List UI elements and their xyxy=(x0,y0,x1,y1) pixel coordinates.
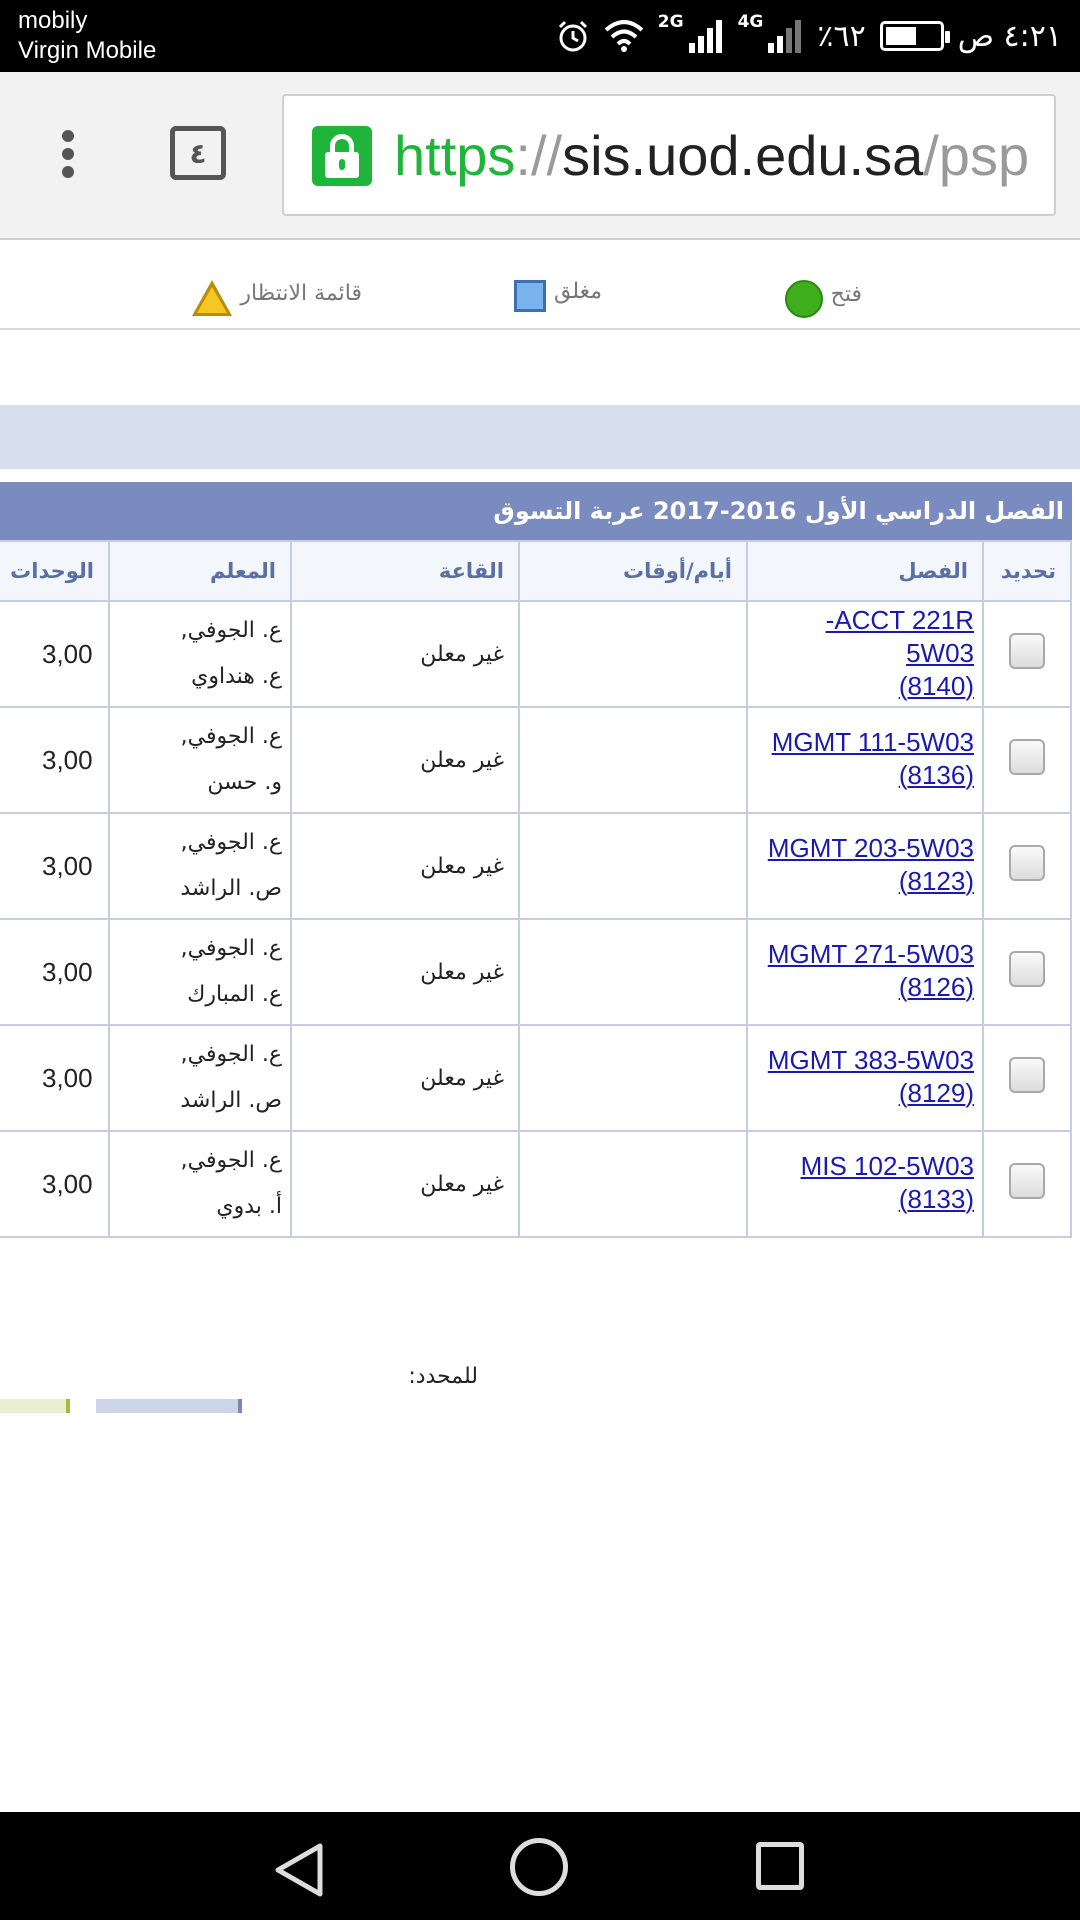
legend-waitlist-label: قائمة الانتظار xyxy=(240,280,362,306)
units-cell: 3,00 xyxy=(0,707,109,813)
room-cell: غير معلن xyxy=(291,707,519,813)
days-times-cell xyxy=(519,1025,747,1131)
class-link[interactable]: MGMT 383-5W03 (8129) xyxy=(767,1045,974,1108)
days-times-cell xyxy=(519,919,747,1025)
battery-percent: ٪٦٢ xyxy=(817,18,866,54)
class-link[interactable]: MGMT 271-5W03 (8126) xyxy=(767,939,974,1002)
network-2g-label: 2G xyxy=(657,12,684,32)
page-content xyxy=(0,242,1080,1812)
select-checkbox[interactable] xyxy=(1009,1163,1045,1199)
table-caption: الفصل الدراسي الأول 2016-2017 عربة التسوق xyxy=(0,482,1072,540)
carrier-info xyxy=(18,6,156,66)
signal-4g-icon xyxy=(767,19,803,53)
select-checkbox[interactable] xyxy=(1009,633,1045,669)
url-text[interactable] xyxy=(394,122,1029,190)
room-cell: غير معلن xyxy=(291,1025,519,1131)
table-row xyxy=(0,707,1071,813)
table-row xyxy=(0,919,1071,1025)
header-units: الوحدات xyxy=(0,541,109,601)
open-circle-icon xyxy=(785,280,823,318)
status-icons xyxy=(556,0,1062,72)
delete-button[interactable] xyxy=(96,1399,242,1413)
menu-dot-icon xyxy=(62,166,74,178)
legend-closed xyxy=(514,270,602,312)
network-4g-label: 4G xyxy=(737,12,764,32)
instructor-cell: ع. الجوفي, ع. هنداوي xyxy=(109,601,291,707)
instructor-cell: ع. الجوفي, ص. الراشد xyxy=(109,813,291,919)
table-header-row xyxy=(0,541,1071,601)
carrier-primary: mobily xyxy=(18,7,88,34)
units-cell: 3,00 xyxy=(0,919,109,1025)
home-circle-icon[interactable] xyxy=(510,1838,568,1896)
legend-closed-label: مغلق xyxy=(553,278,602,304)
enroll-button[interactable] xyxy=(0,1399,70,1413)
header-room: القاعة xyxy=(291,541,519,601)
tab-switcher-button[interactable] xyxy=(170,126,226,180)
wifi-icon xyxy=(604,20,644,52)
class-link[interactable]: MIS 102-5W03 (8133) xyxy=(800,1151,974,1214)
status-legend xyxy=(0,242,1080,330)
clock: ٤:٢١ ص xyxy=(957,18,1062,54)
units-cell: 3,00 xyxy=(0,813,109,919)
table-row xyxy=(0,813,1071,919)
room-cell: غير معلن xyxy=(291,601,519,707)
select-checkbox[interactable] xyxy=(1009,1057,1045,1093)
url-scheme: https xyxy=(394,124,516,187)
closed-square-icon xyxy=(514,280,546,312)
selected-actions-label: للمحدد: xyxy=(408,1364,478,1389)
header-days-times: أيام/أوقات xyxy=(519,541,747,601)
table-row xyxy=(0,1131,1071,1237)
room-cell: غير معلن xyxy=(291,1131,519,1237)
instructor-cell: ع. الجوفي, و. حسن xyxy=(109,707,291,813)
room-cell: غير معلن xyxy=(291,813,519,919)
url-host: sis.uod.edu.sa xyxy=(562,124,924,187)
days-times-cell xyxy=(519,601,747,707)
alarm-icon xyxy=(556,19,590,53)
overflow-menu-button[interactable] xyxy=(44,122,92,186)
tab-count: ٤ xyxy=(189,136,207,170)
menu-dot-icon xyxy=(62,130,74,142)
legend-open xyxy=(785,270,862,318)
select-checkbox[interactable] xyxy=(1009,951,1045,987)
days-times-cell xyxy=(519,1131,747,1237)
legend-open-label: فتح xyxy=(830,281,862,307)
signal-2g-icon xyxy=(688,19,724,53)
header-instructor: المعلم xyxy=(109,541,291,601)
table-row xyxy=(0,1025,1071,1131)
shopping-cart-table xyxy=(0,482,1072,1238)
header-select: تحديد xyxy=(983,541,1071,601)
browser-toolbar xyxy=(0,72,1080,240)
url-separator: :// xyxy=(515,124,563,187)
recent-apps-square-icon[interactable] xyxy=(756,1842,804,1890)
instructor-cell: ع. الجوفي, ص. الراشد xyxy=(109,1025,291,1131)
navigation-bar xyxy=(0,1812,1080,1920)
section-band xyxy=(0,405,1080,469)
class-link[interactable]: ACCT 221R- 5W03 (8140) xyxy=(825,604,974,701)
waitlist-triangle-icon xyxy=(192,280,232,316)
menu-dot-icon xyxy=(62,148,74,160)
lock-icon[interactable] xyxy=(312,126,372,186)
units-cell: 3,00 xyxy=(0,1025,109,1131)
class-link[interactable]: MGMT 111-5W03 (8136) xyxy=(771,727,974,790)
units-cell: 3,00 xyxy=(0,1131,109,1237)
room-cell: غير معلن xyxy=(291,919,519,1025)
units-cell: 3,00 xyxy=(0,601,109,707)
days-times-cell xyxy=(519,707,747,813)
class-link[interactable]: MGMT 203-5W03 (8123) xyxy=(767,833,974,896)
header-class: الفصل xyxy=(747,541,983,601)
legend-waitlist xyxy=(192,270,362,316)
instructor-cell: ع. الجوفي, ع. المبارك xyxy=(109,919,291,1025)
back-triangle-icon[interactable] xyxy=(272,1842,326,1898)
url-path: /psp xyxy=(923,124,1030,187)
select-checkbox[interactable] xyxy=(1009,739,1045,775)
status-bar xyxy=(0,0,1080,72)
carrier-secondary: Virgin Mobile xyxy=(18,37,157,64)
instructor-cell: ع. الجوفي, أ. بدوي xyxy=(109,1131,291,1237)
address-bar[interactable] xyxy=(282,94,1056,216)
table-row xyxy=(0,601,1071,707)
select-checkbox[interactable] xyxy=(1009,845,1045,881)
days-times-cell xyxy=(519,813,747,919)
battery-icon xyxy=(880,21,944,51)
